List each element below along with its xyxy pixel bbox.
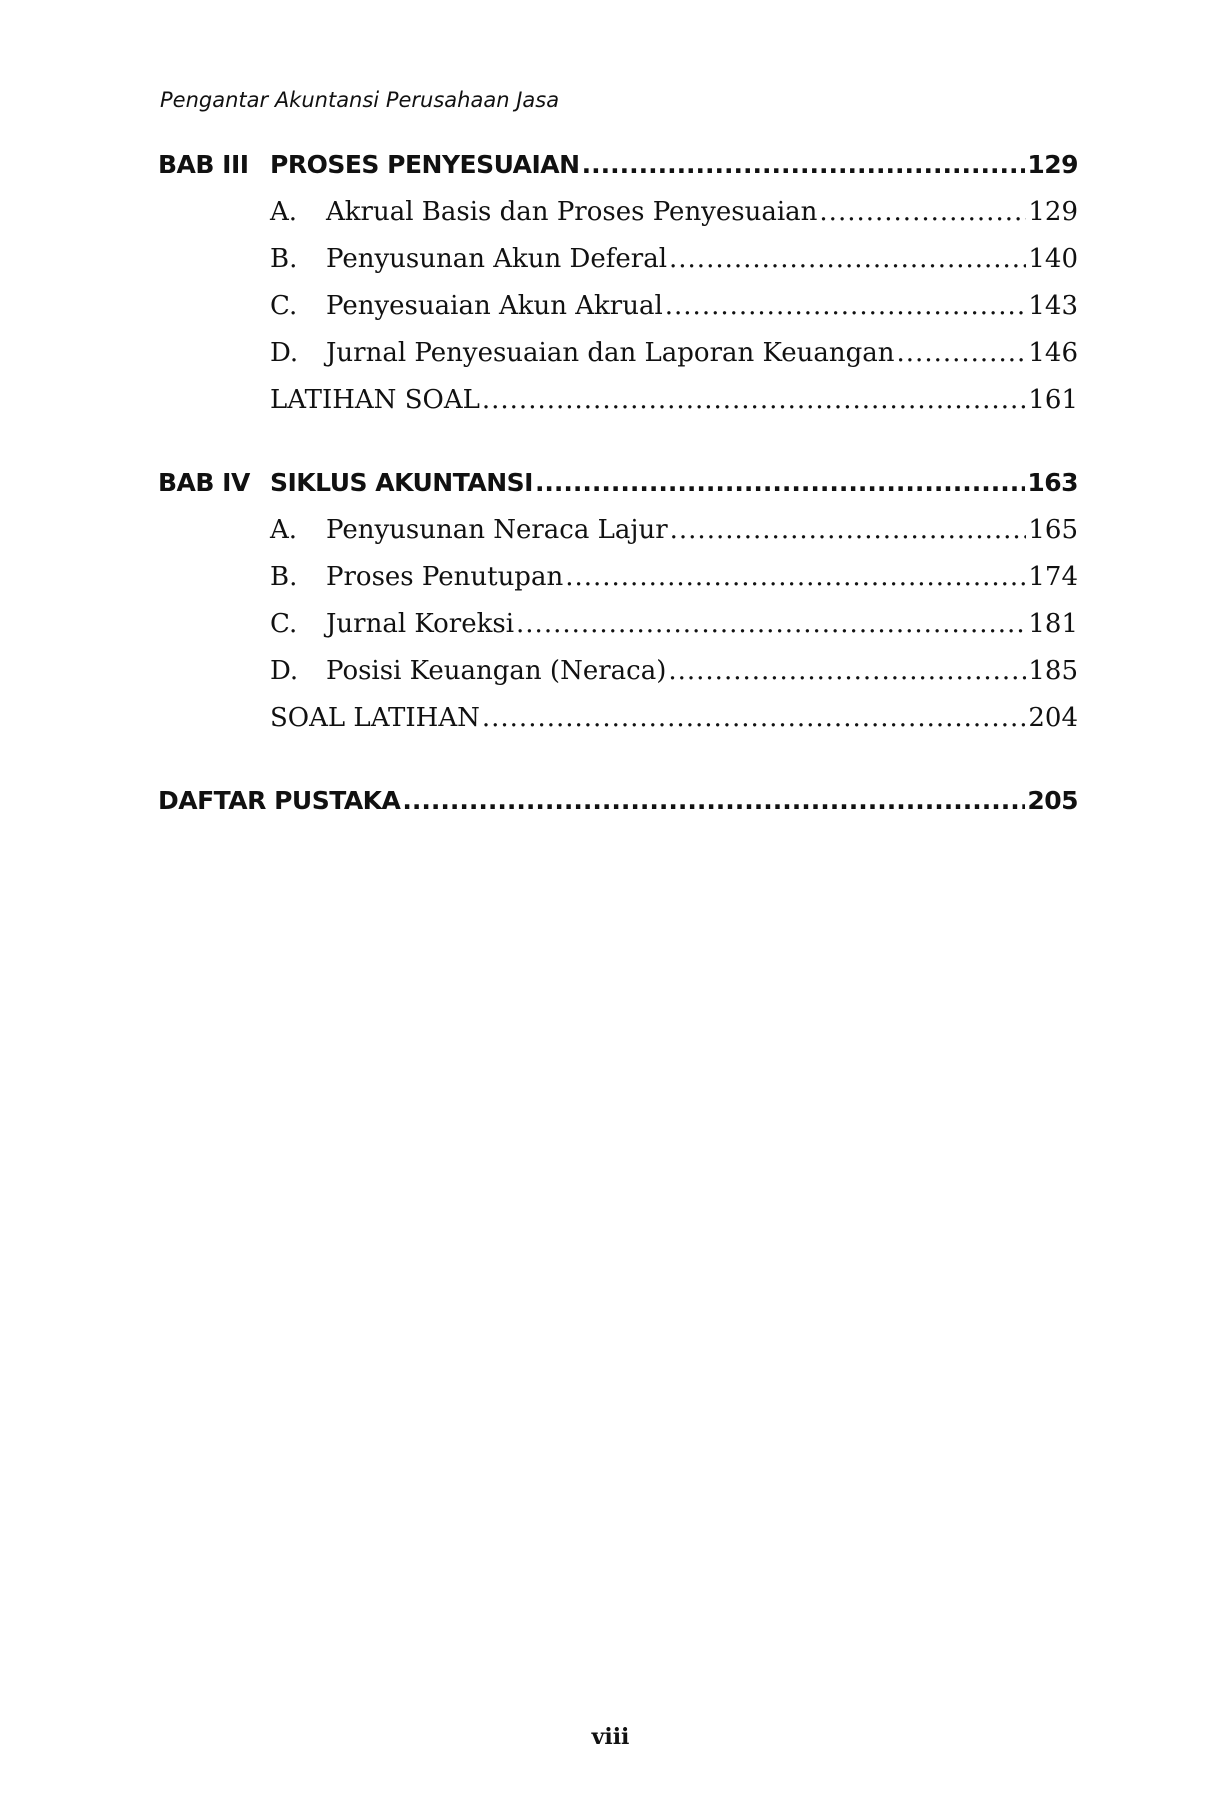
dot-leader [535,468,1025,497]
entry-title: Akrual Basis dan Proses Penyesuaian [326,197,818,227]
dot-leader [516,609,1026,639]
dot-leader [665,291,1027,321]
dot-leader [669,244,1026,274]
toc-entry[interactable] [158,291,1078,338]
entry-page: 143 [1028,291,1078,321]
toc-entry[interactable] [158,609,1078,656]
entry-letter: C. [270,609,298,639]
chapter-title: PROSES PENYESUAIAN [270,150,580,179]
dot-leader [897,338,1027,368]
entry-letter: A. [270,197,298,227]
chapter-page: 129 [1027,150,1078,179]
dot-leader [582,150,1026,179]
entry-title: Proses Penutupan [326,562,564,592]
toc-entry[interactable] [158,197,1078,244]
entry-page: 185 [1028,656,1078,686]
entry-page: 146 [1028,338,1078,368]
entry-title: Posisi Keuangan (Neraca) [326,656,667,686]
table-of-contents [158,150,1078,833]
entry-page: 129 [1028,197,1078,227]
bibliography-title: DAFTAR PUSTAKA [158,786,401,815]
bibliography-page: 205 [1027,786,1078,815]
toc-entry[interactable] [158,656,1078,703]
dot-leader [819,197,1026,227]
toc-chapter-heading[interactable] [158,468,1078,515]
entry-page: 204 [1028,703,1078,733]
entry-title: Penyusunan Neraca Lajur [326,515,668,545]
entry-page: 181 [1028,609,1078,639]
toc-bibliography[interactable] [158,786,1078,833]
page-number: viii [591,1724,630,1750]
entry-letter: C. [270,291,298,321]
dot-leader [668,656,1026,686]
entry-letter: B. [270,562,298,592]
chapter-label: BAB III [158,150,249,179]
chapter-bab-iii [158,150,1078,432]
chapter-bab-iv [158,468,1078,750]
entry-page: 174 [1028,562,1078,592]
toc-entry[interactable] [158,703,1078,750]
dot-leader [565,562,1026,592]
entry-title: Jurnal Penyesuaian dan Laporan Keuangan [326,338,895,368]
chapter-label: BAB IV [158,468,250,497]
entry-title: Penyesuaian Akun Akrual [326,291,663,321]
toc-entry[interactable] [158,562,1078,609]
entry-title: SOAL LATIHAN [270,703,480,733]
entry-title: LATIHAN SOAL [270,385,480,415]
entry-letter: A. [270,515,298,545]
chapter-page: 163 [1027,468,1078,497]
dot-leader [482,703,1026,733]
entry-title: Jurnal Koreksi [326,609,515,639]
toc-entry[interactable] [158,515,1078,562]
entry-letter: D. [270,338,299,368]
entry-page: 140 [1028,244,1078,274]
toc-entry[interactable] [158,338,1078,385]
toc-entry[interactable] [158,385,1078,432]
dot-leader [402,786,1025,815]
toc-chapter-heading[interactable] [158,150,1078,197]
running-head: Pengantar Akuntansi Perusahaan Jasa [160,88,560,112]
toc-entry[interactable] [158,244,1078,291]
chapter-title: SIKLUS AKUNTANSI [270,468,533,497]
entry-letter: D. [270,656,299,686]
entry-title: Penyusunan Akun Deferal [326,244,668,274]
entry-page: 161 [1028,385,1078,415]
entry-letter: B. [270,244,298,274]
dot-leader [482,385,1026,415]
entry-page: 165 [1028,515,1078,545]
dot-leader [670,515,1027,545]
